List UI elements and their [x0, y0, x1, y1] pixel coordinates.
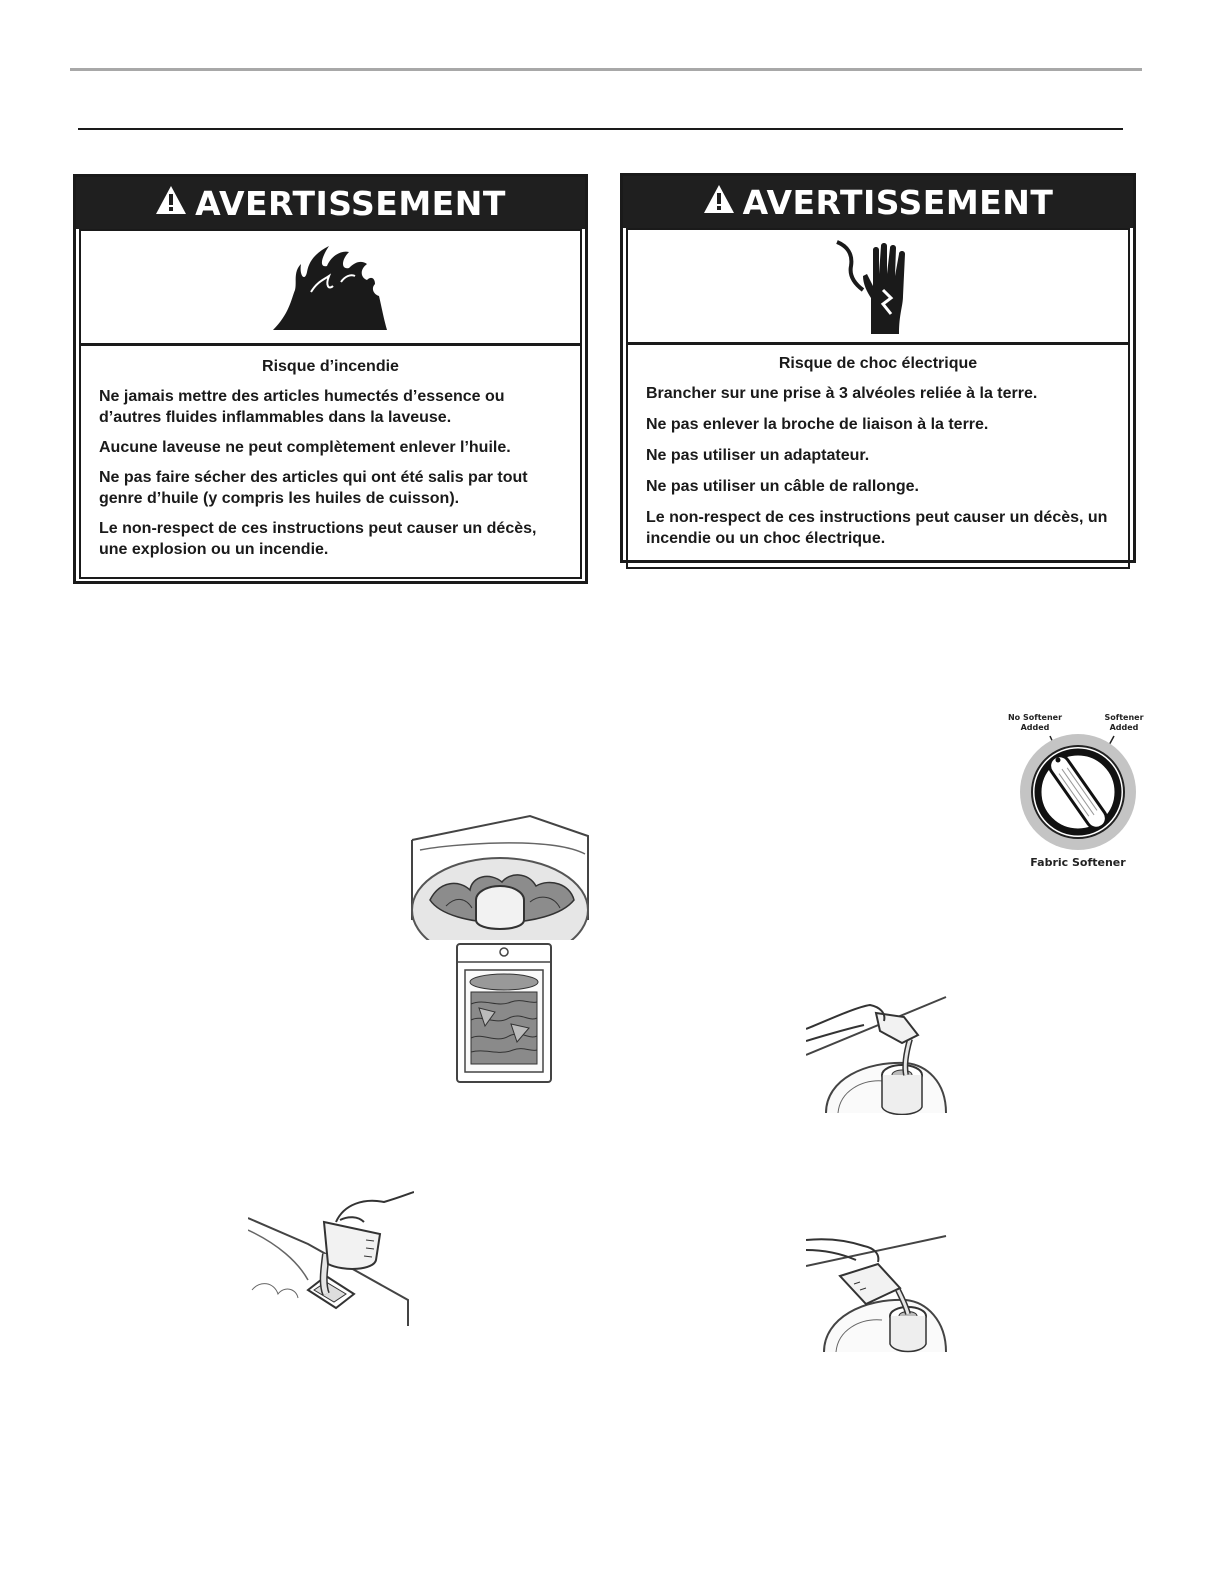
cup-pour-illustration [806, 1232, 948, 1359]
dial-caption: Fabric Softener [1030, 856, 1126, 869]
softener-pour-illustration [806, 995, 948, 1120]
dial-label-softener: Softener Added [1104, 713, 1144, 732]
washer-top-illustration [410, 810, 590, 945]
warning-header-text: AVERTISSEMENT [195, 183, 506, 223]
washer-front-illustration [455, 942, 553, 1089]
warning-header [76, 177, 585, 229]
warning-paragraph: Le non-respect de ces instructions peut causer un décès, une explosion ou un incendie. [99, 520, 537, 558]
fire-warning-box [73, 174, 588, 584]
section-rule [78, 128, 1123, 130]
electric-shock-icon [628, 230, 1128, 345]
warning-header [623, 176, 1133, 228]
warning-paragraph: Brancher sur une prise à 3 alvéoles reliée à la terre. [646, 385, 1038, 402]
warning-paragraph: Ne pas enlever la broche de liaison à la terre. [646, 416, 989, 433]
warning-paragraph: Le non-respect de ces instructions peut causer un décès, un incendie ou un choc électrique. [646, 509, 1108, 547]
warning-paragraph: Aucune laveuse ne peut complètement enlever l’huile. [99, 439, 511, 456]
shock-warning-box [620, 173, 1136, 563]
warning-paragraph: Ne pas utiliser un câble de rallonge. [646, 478, 919, 495]
warning-triangle-icon [155, 184, 187, 223]
top-rule [70, 68, 1142, 71]
warning-title: Risque d’incendie [262, 358, 399, 375]
fabric-softener-dial [1018, 732, 1138, 855]
fire-hazard-icon [81, 231, 580, 346]
warning-paragraph: Ne pas utiliser un adaptateur. [646, 447, 870, 464]
warning-header-text: AVERTISSEMENT [742, 182, 1054, 222]
warning-paragraph: Ne jamais mettre des articles humectés d’essence ou d’autres fluides inflammables dans la laveuse. [99, 388, 505, 426]
warning-paragraph: Ne pas faire sécher des articles qui ont été salis par tout genre d’huile (y compris les huiles de cuisson). [99, 469, 528, 507]
dial-label-no-softener: No Softener Added [1007, 713, 1063, 732]
warning-triangle-icon [703, 183, 735, 222]
detergent-dispenser-illustration [248, 1190, 414, 1335]
warning-title: Risque de choc électrique [778, 355, 978, 372]
